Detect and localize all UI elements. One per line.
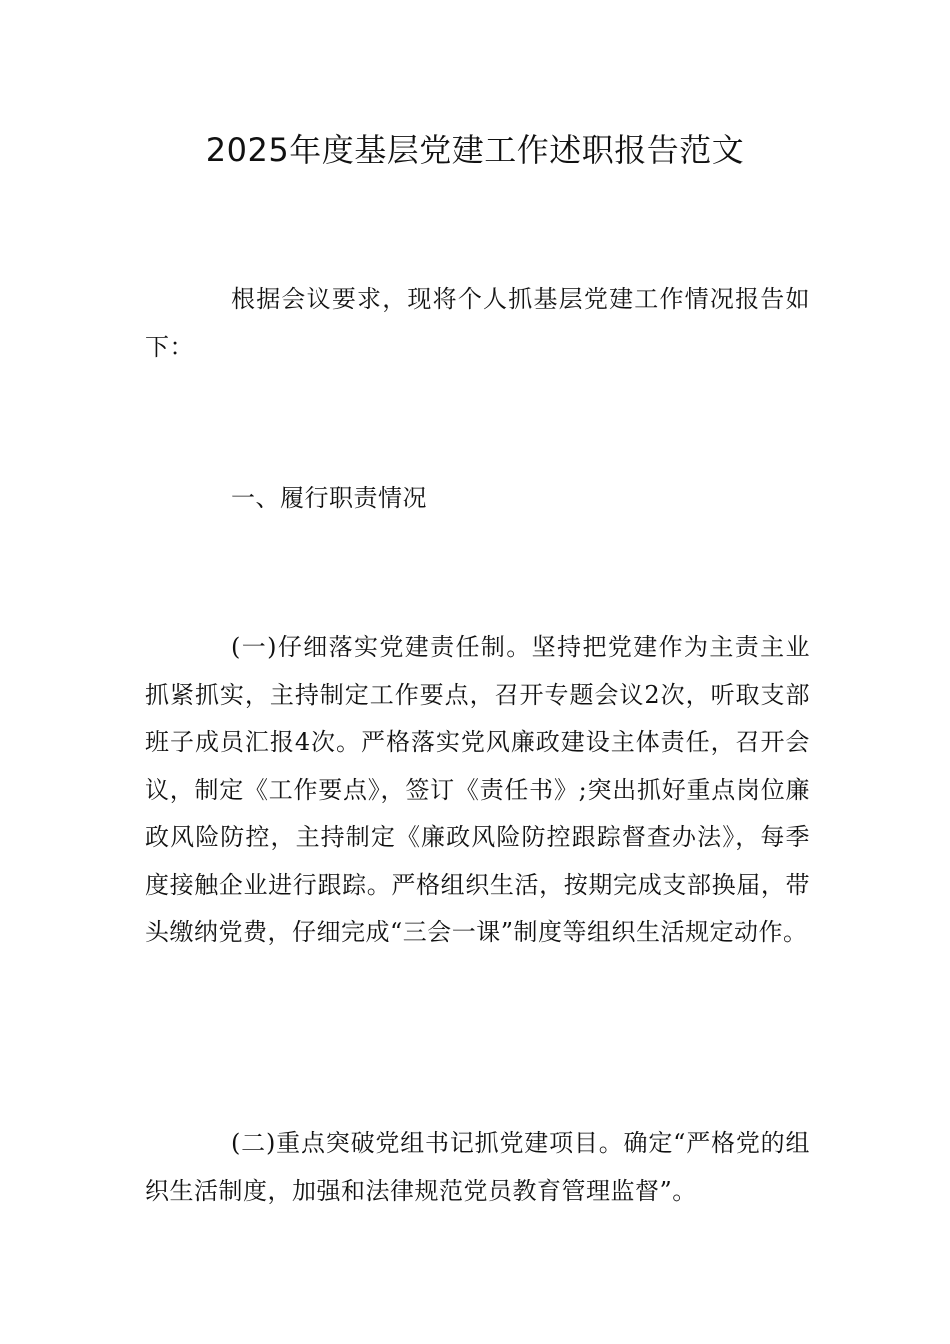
paragraph-item-1: (一)仔细落实党建责任制。坚持把党建作为主责主业抓紧抓实，主持制定工作要点，召开专题会议2次，听取支部班子成员汇报4次。严格落实党风廉政建设主体责任，召开会议，制定《工作要点》，签订《责任书》;突出抓好重点岗位廉政风险防控，主持制定《廉政风险防控跟踪督查办法》，每季度接触企业进行跟踪。严格组织生活，按期完成支部换届，带头缴纳党费，仔细完成“三会一课”制度等组织生活规定动作。	[145, 633, 810, 946]
intro-paragraph: 根据会议要求，现将个人抓基层党建工作情况报告如下：	[145, 285, 810, 361]
section-heading-1: 一、履行职责情况	[231, 484, 427, 512]
document-title: 2025年度基层党建工作述职报告范文	[205, 131, 745, 169]
paragraph-item-2: (二)重点突破党组书记抓党建项目。确定“严格党的组织生活制度，加强和法律规范党员教育管理监督”。	[145, 1129, 810, 1205]
